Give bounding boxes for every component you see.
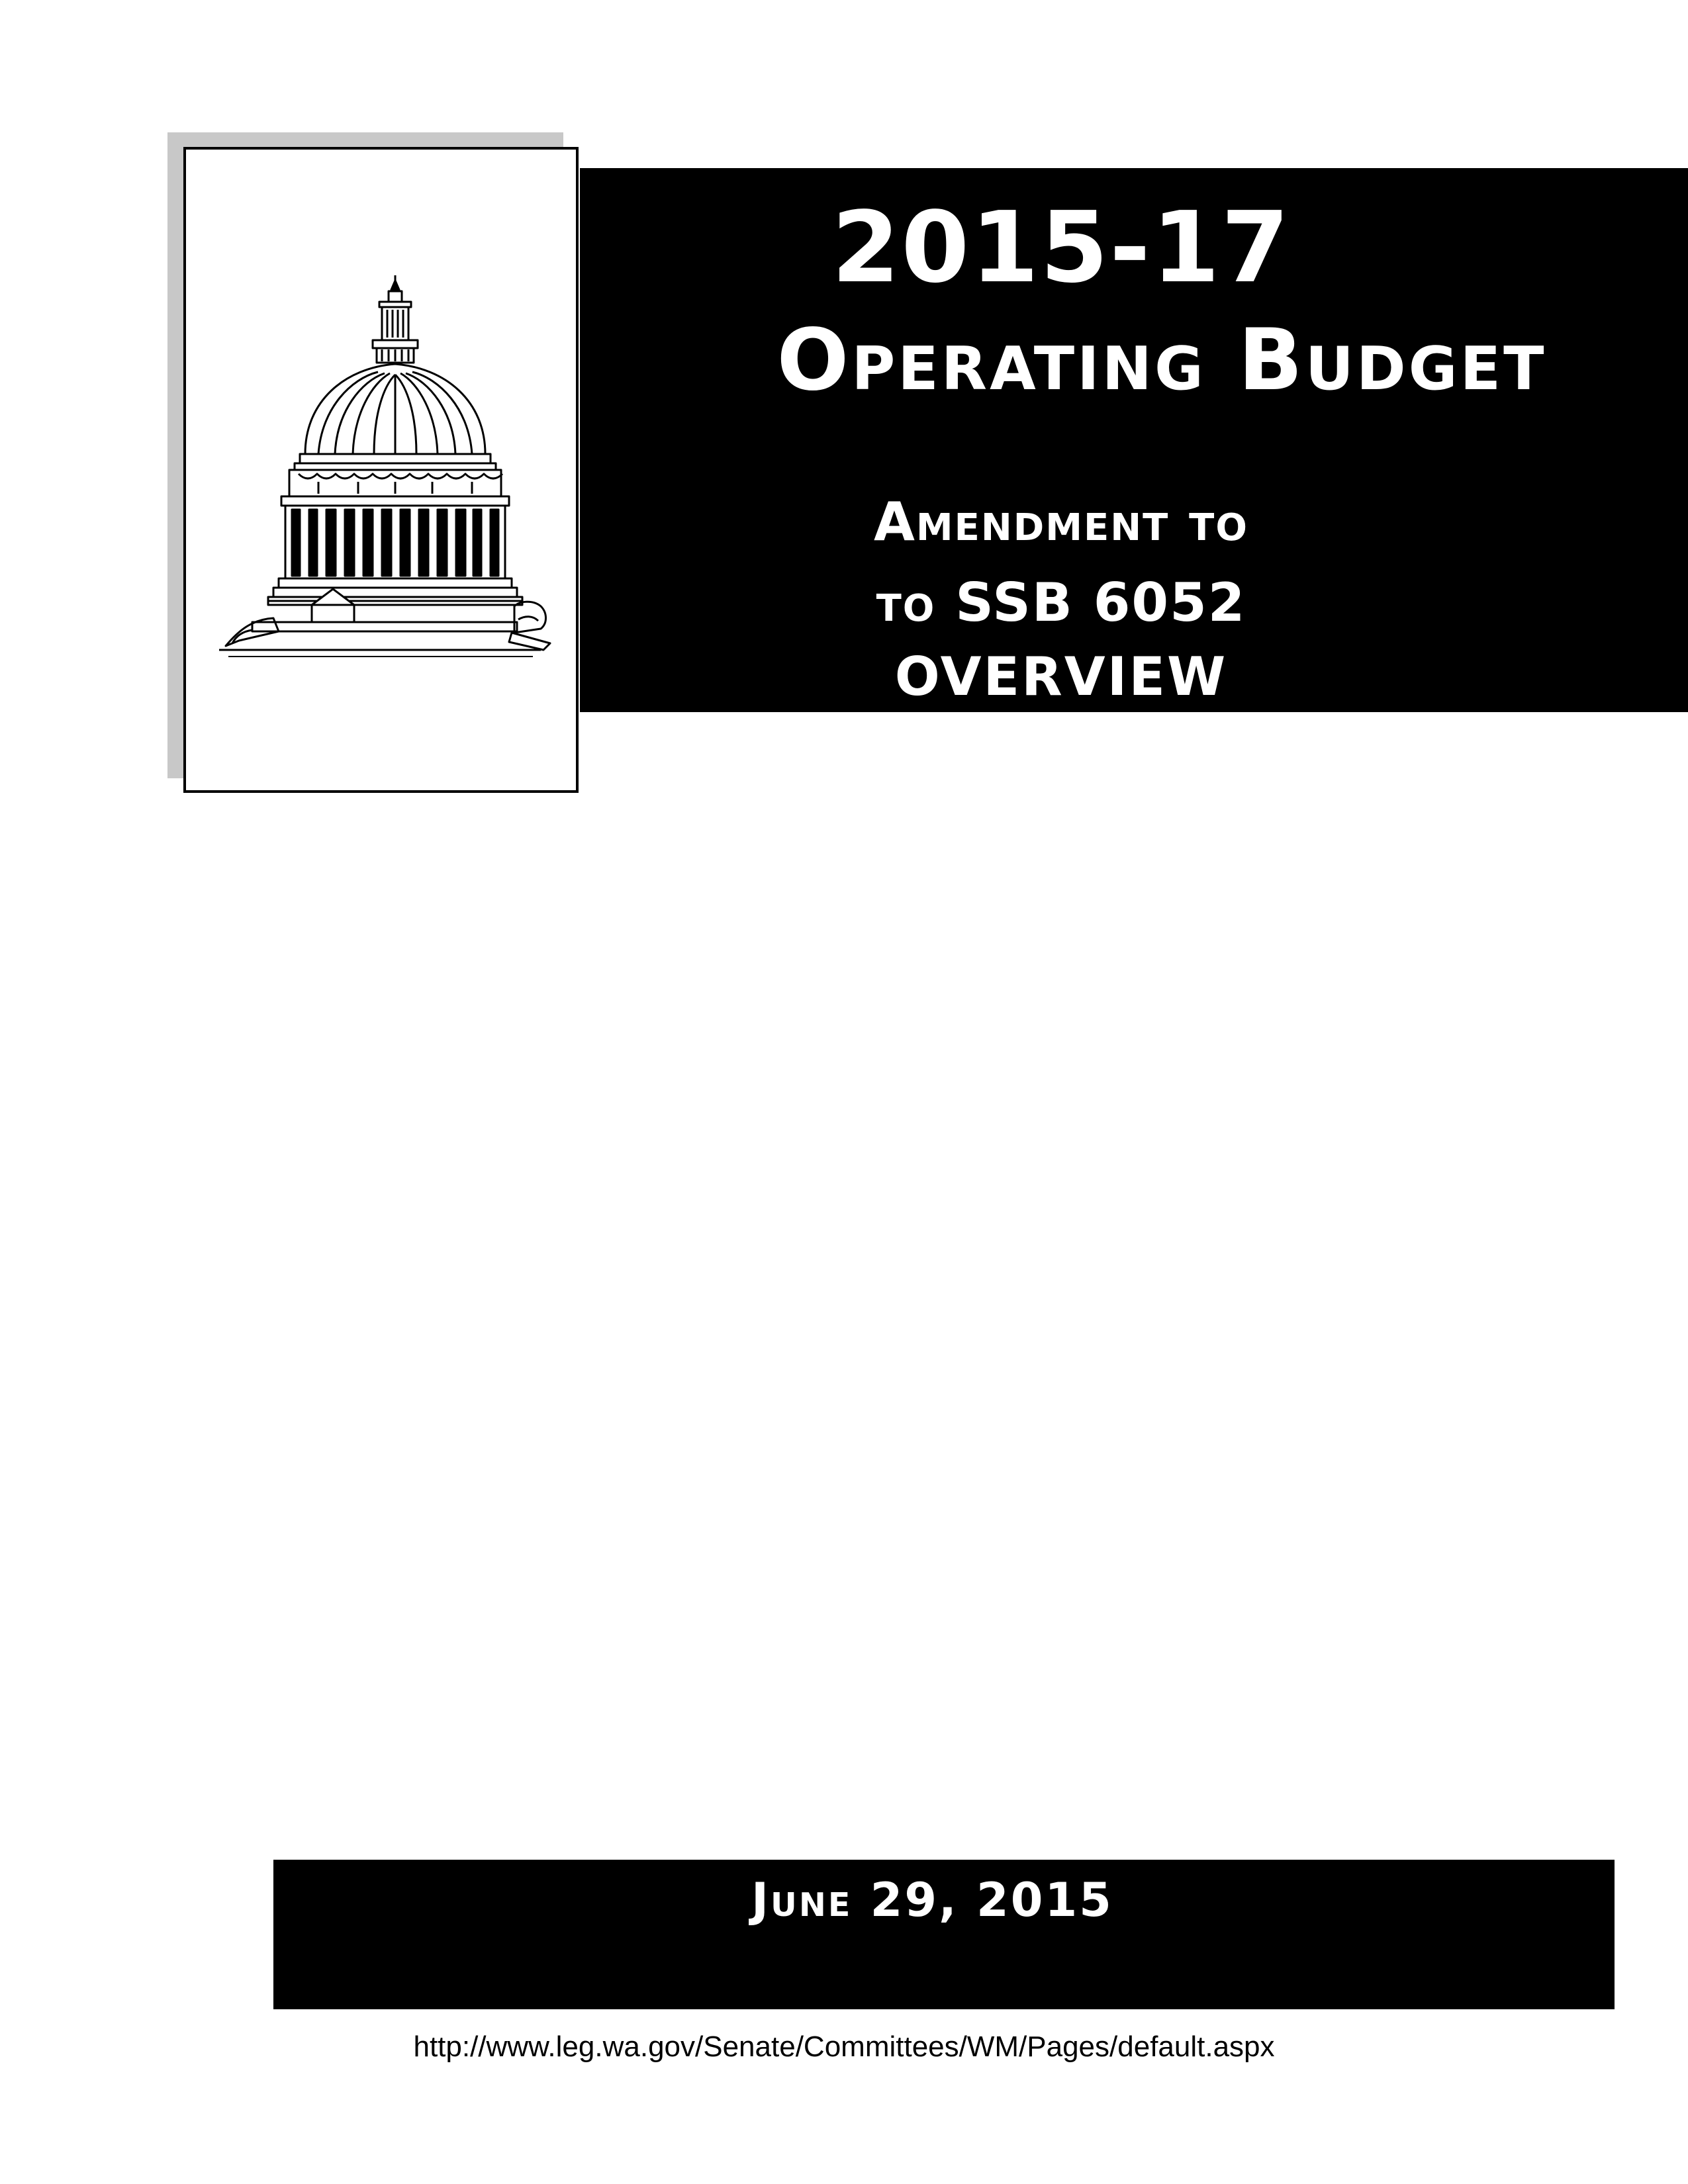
title-year: 2015-17	[831, 191, 1291, 304]
title-banner	[580, 168, 1688, 712]
footer-url: http://www.leg.wa.gov/Senate/Committees/WM/Pages/default.aspx	[413, 2030, 1275, 2063]
title-main: Operating Budget	[776, 311, 1547, 410]
date-banner	[273, 1860, 1615, 2009]
publication-date: June 29, 2015	[751, 1873, 1113, 1927]
subtitle-line-2: to SSB 6052	[876, 572, 1246, 633]
subtitle-line-1: Amendment to	[874, 491, 1248, 553]
subtitle-line-3: OVERVIEW	[894, 646, 1228, 707]
capitol-dome-icon	[212, 275, 557, 666]
